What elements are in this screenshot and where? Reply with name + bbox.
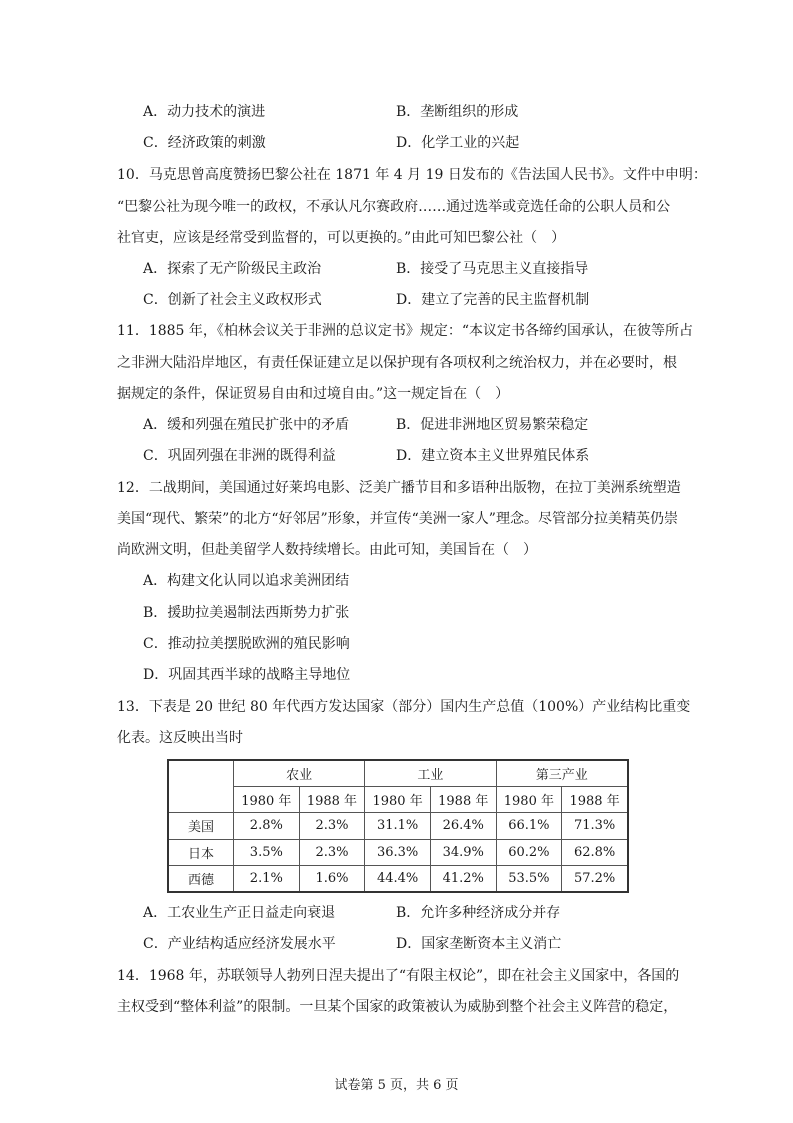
table-cell: 2.3%: [299, 839, 365, 865]
table-cell: 2.3%: [299, 813, 365, 839]
table-row-country: 西德: [168, 865, 234, 892]
table-cell: 66.1%: [496, 813, 562, 839]
q13-option-d: D．国家垄断资本主义消亡: [396, 936, 562, 952]
q9-option-c: C．经济政策的刺激: [143, 135, 266, 151]
table-cell: 1.6%: [299, 865, 365, 892]
table-group-industry: 工业: [365, 760, 496, 787]
q12-stem-line3: 尚欧洲文明，但赴美留学人数持续增长。由此可知，美国旨在（ ）: [117, 542, 537, 558]
table-cell: 62.8%: [562, 839, 628, 865]
table-year-header-row: [168, 787, 628, 813]
table-row-country: 日本: [168, 839, 234, 865]
q10-stem-line1: 10．马克思曾高度赞扬巴黎公社在 1871 年 4 月 19 日发布的《告法国人民书》。文件中申明：: [117, 167, 707, 183]
q11-option-b: B．促进非洲地区贸易繁荣稳定: [396, 417, 589, 433]
q12-option-d: D．巩固其西半球的战略主导地位: [143, 667, 351, 683]
table-cell: 26.4%: [430, 813, 496, 839]
table-year-header: 1988 年: [562, 787, 628, 813]
table-row-country: 美国: [168, 813, 234, 839]
table-cell: 34.9%: [430, 839, 496, 865]
table-group-agriculture: 农业: [234, 760, 365, 787]
q10-option-c: C．创新了社会主义政权形式: [143, 292, 322, 308]
q9-option-d: D．化学工业的兴起: [396, 135, 520, 151]
q12-option-c: C．推动拉美摆脱欧洲的殖民影响: [143, 636, 350, 652]
table-year-header: 1980 年: [496, 787, 562, 813]
q13-option-b: B．允许多种经济成分并存: [396, 905, 561, 921]
q11-stem-line2: 之非洲大陆沿岸地区，有责任保证建立足以保护现有各项权利之统治权力，并在必要时，根: [117, 355, 677, 371]
q9-option-a: A．动力技术的演进: [143, 104, 266, 120]
table-cell: 2.8%: [234, 813, 300, 839]
q10-option-d: D．建立了完善的民主监督机制: [396, 292, 590, 308]
q10-stem-line2: “巴黎公社为现今唯一的政权，不承认凡尔赛政府……通过选举或竞选任命的公职人员和公: [117, 199, 671, 215]
q11-stem-line3: 据规定的条件，保证贸易自由和过境自由。”这一规定旨在（ ）: [117, 386, 510, 402]
table-cell: 57.2%: [562, 865, 628, 892]
q11-option-c: C．巩固列强在非洲的既得利益: [143, 448, 336, 464]
table-year-header: 1988 年: [299, 787, 365, 813]
table-cell: 53.5%: [496, 865, 562, 892]
table-row: [168, 813, 628, 839]
q11-option-a: A．缓和列强在殖民扩张中的矛盾: [143, 417, 350, 433]
q10-stem-line3: 社官吏，应该是经常受到监督的，可以更换的。”由此可知巴黎公社（ ）: [117, 230, 566, 246]
q13-option-c: C．产业结构适应经济发展水平: [143, 936, 336, 952]
q11-stem-line1: 11．1885 年，《柏林会议关于非洲的总议定书》规定：“本议定书各缔约国承认，在彼等所占: [117, 323, 694, 339]
q12-stem-line1: 12．二战期间，美国通过好莱坞电影、泛美广播节目和多语种出版物，在拉丁美洲系统塑造: [117, 480, 681, 496]
table-cell: 3.5%: [234, 839, 300, 865]
q10-option-b: B．接受了马克思主义直接指导: [396, 261, 589, 277]
q12-option-b: B．援助拉美遏制法西斯势力扩张: [143, 605, 350, 621]
table-year-header: 1980 年: [365, 787, 431, 813]
industry-structure-table: [167, 759, 629, 893]
q13-option-a: A．工农业生产正日益走向衰退: [143, 905, 336, 921]
q11-option-d: D．建立资本主义世界殖民体系: [396, 448, 590, 464]
q14-stem-line2: 主权受到“整体利益”的限制。一旦某个国家的政策被认为威胁到整个社会主义阵营的稳定，: [117, 999, 678, 1015]
q12-option-a: A．构建文化认同以追求美洲团结: [143, 573, 350, 589]
q12-stem-line2: 美国“现代、繁荣”的北方“好邻居”形象，并宣传“美洲一家人”理念。尽管部分拉美精英仍崇: [117, 511, 678, 527]
table-cell: 36.3%: [365, 839, 431, 865]
table-cell: 2.1%: [234, 865, 300, 892]
table-group-tertiary: 第三产业: [496, 760, 628, 787]
table-cell: 44.4%: [365, 865, 431, 892]
table-row: [168, 865, 628, 892]
table-cell: 41.2%: [430, 865, 496, 892]
q13-stem-line1: 13．下表是 20 世纪 80 年代西方发达国家（部分）国内生产总值（100%）产业结构比重变: [117, 699, 691, 715]
q10-option-a: A．探索了无产阶级民主政治: [143, 261, 322, 277]
q9-option-b: B．垄断组织的形成: [396, 104, 519, 120]
table-corner-cell: [168, 760, 234, 813]
table-year-header: 1980 年: [234, 787, 300, 813]
table-group-header-row: [168, 760, 628, 787]
q13-stem-line2: 化表。这反映出当时: [117, 730, 243, 746]
page-footer: 试卷第 5 页，共 6 页: [334, 1078, 459, 1093]
table-cell: 60.2%: [496, 839, 562, 865]
table-cell: 71.3%: [562, 813, 628, 839]
table-row: [168, 839, 628, 865]
table-cell: 31.1%: [365, 813, 431, 839]
table-year-header: 1988 年: [430, 787, 496, 813]
q14-stem-line1: 14．1968 年，苏联领导人勃列日涅夫提出了“有限主权论”，即在社会主义国家中，各国的: [117, 968, 680, 984]
